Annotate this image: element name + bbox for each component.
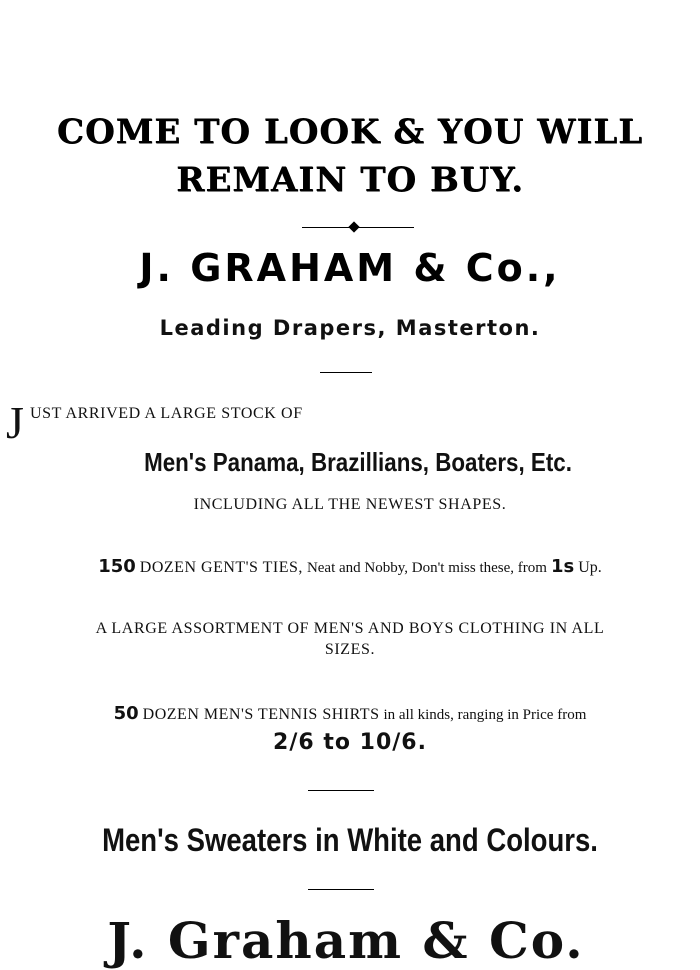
ties-caps: DOZEN GENT'S TIES, [139, 559, 303, 576]
shirts-price: 2/6 to 10/6. [273, 730, 427, 755]
shirts-line [0, 703, 700, 724]
shirts-count: 50 [113, 703, 139, 724]
ties-count: 150 [98, 556, 136, 577]
arrival-text: UST ARRIVED A LARGE STOCK OF [30, 405, 303, 422]
firm-subtitle: Leading Drapers, Masterton. [159, 316, 541, 340]
footer-firm-name: J. Graham & Co. [107, 911, 585, 970]
ties-line [0, 556, 700, 577]
ties-price: 1s [550, 556, 575, 577]
firm-name: J. GRAHAM & Co., [139, 246, 561, 290]
products-line: Men's Panama, Brazillians, Boaters, Etc. [144, 447, 572, 477]
divider-rule-1 [320, 372, 372, 373]
clothing-line-2: SIZES. [324, 641, 376, 658]
clothing-line-1: A LARGE ASSORTMENT OF MEN'S AND BOYS CLOTHING IN ALL [95, 620, 605, 637]
ties-desc: Neat and Nobby, Don't miss these, from [306, 560, 547, 576]
divider-rule-2 [308, 790, 374, 791]
ties-tail: Up. [578, 559, 602, 576]
drop-cap: J [6, 397, 24, 448]
shirts-caps: DOZEN MEN'S TENNIS SHIRTS [142, 706, 380, 723]
shirts-desc: in all kinds, ranging in Price from [383, 707, 587, 723]
divider-rule-3 [308, 889, 374, 890]
headline-line-1: COME TO LOOK & YOU WILL [56, 112, 644, 152]
diamond-icon [348, 221, 359, 232]
headline-line-2: REMAIN TO BUY. [176, 160, 524, 200]
sweaters-line: Men's Sweaters in White and Colours. [102, 822, 598, 858]
shapes-line: INCLUDING ALL THE NEWEST SHAPES. [193, 496, 507, 513]
